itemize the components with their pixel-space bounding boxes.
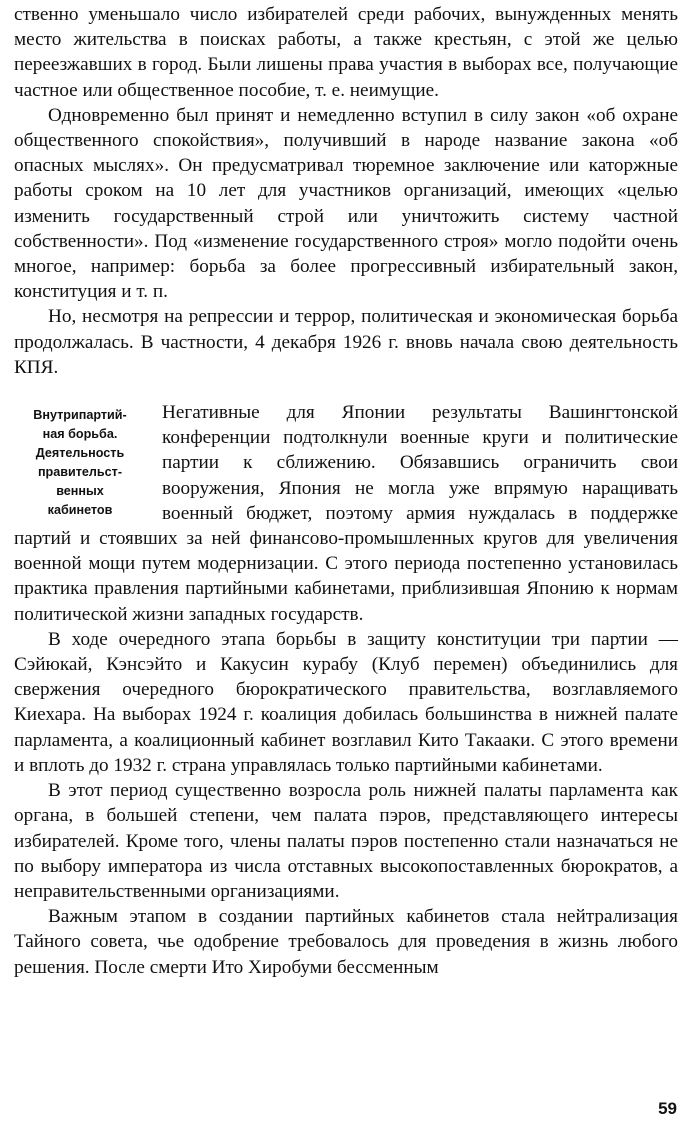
side-heading-line: кабинетов — [47, 503, 113, 518]
side-heading-line: правительст- — [37, 465, 123, 480]
paragraph-coalition-1924: В ходе очередного этапа борьбы в защиту конституции три партии — Сэйюкай, Кэнсэйто и Какусин курабу (Клуб перемен) объединились для свержения очередного бюрократического правительства, возглавляемого Киехара. На выборах 1924 г. коалиция добилась большинства в нижней палате парламента, а коалиционный кабинет возглавил Кито Такааки. С этого времени и вплоть до 1932 г. страна управлялась только партийными кабинетами. — [14, 628, 678, 776]
page-number: 59 — [658, 1099, 677, 1118]
book-page — [14, 2, 678, 1132]
paragraph-washington-conference: Негативные для Японии результаты Вашингтонской конференции подтолкнули военные круги и политические партии к сближению. Обязавшись ограничить свои вооружения, Япония не могла уже впрямую наращивать военный бюджет, поэтому армия нуждалась в поддержке партий и стоявших за ней финансово-промышленных кругов для увеличения военной мощи путем модернизации. С этого периода постепенно установилась практика правления партийными кабинетами, приблизившая Японию к нормам политической жизни западных государств. — [14, 402, 678, 625]
side-heading-line: венных — [56, 484, 104, 499]
side-heading-line: ная борьба. — [42, 427, 118, 442]
side-heading-line: Деятельность — [35, 446, 125, 461]
paragraph-kpya-resumed: Но, несмотря на репрессии и террор, политическая и экономическая борьба продолжалась. В частности, 4 декабря 1926 г. вновь начала свою деятельность КПЯ. — [14, 306, 678, 378]
paragraph-lower-house-role: В этот период существенно возросла роль нижней палаты парламента как органа, в большей степени, чем палата пэров, представляющего интересы избирателей. Кроме того, члены палаты пэров постепенно стали назначаться не по выбору императора из числа отставных высокопоставленных бюрократов, а неправительственными организациями. — [14, 780, 678, 902]
side-heading — [14, 406, 146, 520]
side-heading-line: Внутрипартий- — [33, 408, 127, 423]
paragraph-public-order-law: Одновременно был принят и немедленно вступил в силу закон «об охране общественного спокойствия», получивший в народе название закона «об опасных мыслях». Он предусматривал тюремное заключение или каторжные работы сроком на 10 лет для участников организаций, имеющих «целью изменить государственный строй или уничтожить систему частной собственности». Под «изменение государственного строя» могло подойти очень многое, например: борьба за более прогрессивный избирательный закон, конституция и т. п. — [14, 104, 678, 303]
paragraph-privy-council: Важным этапом в создании партийных кабинетов стала нейтрализация Тайного совета, чье одобрение требовалось для проведения в жизнь любого решения. После смерти Ито Хиробуми бессменным — [14, 906, 678, 978]
section-gap — [14, 380, 678, 400]
paragraph-voters-continuation: ственно уменьшало число избирателей среди рабочих, вынужденных менять место жительства в поисках работы, а также крестьян, с этой же целью переезжавших в город. Были лишены права участия в выборах все, получающие частное или общественное пособие, т. е. неимущие. — [14, 4, 678, 101]
